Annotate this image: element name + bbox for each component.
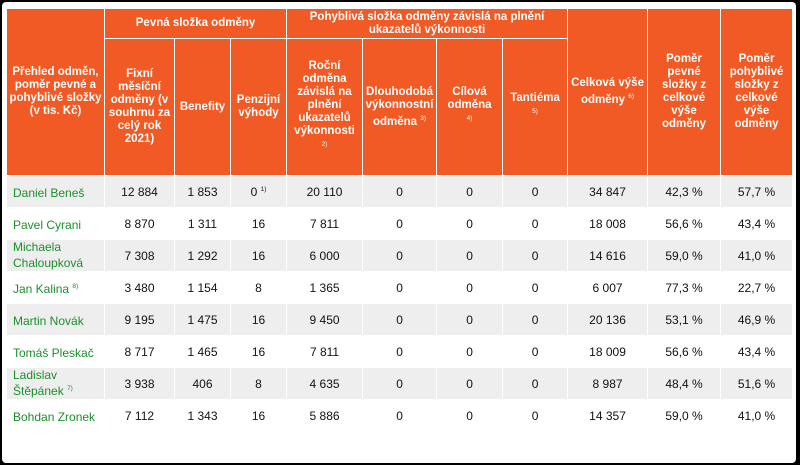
- header-variable-group: Pohyblivá složka odměny závislá na plnění ukazatelů výkonnosti: [287, 9, 568, 39]
- benefits-cell: 1 292: [175, 240, 231, 272]
- ratio-variable-cell: 57,7 %: [721, 176, 793, 208]
- ratio-variable-cell: 41,0 %: [721, 240, 793, 272]
- target-cell: 0: [437, 240, 503, 272]
- table-row: [7, 400, 793, 432]
- person-name: Tomáš Pleskač: [7, 336, 105, 368]
- fixed-cell: 7 112: [105, 400, 175, 432]
- benefits-cell: 1 465: [175, 336, 231, 368]
- ratio-variable-cell: 22,7 %: [721, 272, 793, 304]
- header-benefits: Benefity: [175, 39, 231, 176]
- pension-cell: 8: [231, 368, 287, 400]
- benefits-cell: 1 343: [175, 400, 231, 432]
- benefits-cell: 1 853: [175, 176, 231, 208]
- header-total: Celková výše odměny $^{6)}$: [568, 9, 648, 176]
- total-cell: 18 008: [568, 208, 648, 240]
- benefits-cell: 1 154: [175, 272, 231, 304]
- target-cell: 0: [437, 208, 503, 240]
- ratio-fixed-cell: 56,6 %: [648, 208, 721, 240]
- pension-cell: 16: [231, 304, 287, 336]
- fixed-cell: 8 717: [105, 336, 175, 368]
- benefits-cell: 1 475: [175, 304, 231, 336]
- annual-cell: 1 365: [287, 272, 363, 304]
- ratio-variable-cell: 43,4 %: [721, 336, 793, 368]
- total-cell: 18 009: [568, 336, 648, 368]
- fixed-cell: 8 870: [105, 208, 175, 240]
- target-cell: 0: [437, 336, 503, 368]
- tantiema-cell: 0: [503, 240, 568, 272]
- ratio-variable-cell: 41,0 %: [721, 400, 793, 432]
- ratio-fixed-cell: 59,0 %: [648, 400, 721, 432]
- total-cell: 20 136: [568, 304, 648, 336]
- tantiema-cell: 0: [503, 400, 568, 432]
- target-cell: 0: [437, 368, 503, 400]
- table-row: [7, 176, 793, 208]
- header-overview: Přehled odměn, poměr pevné a pohyblivé složky (v tis. Kč): [7, 9, 105, 176]
- header-annual: Roční odměna závislá na plnění ukazatelů výkonnosti $^{2)}$: [287, 39, 363, 176]
- ratio-fixed-cell: 53,1 %: [648, 304, 721, 336]
- tantiema-cell: 0: [503, 304, 568, 336]
- benefits-cell: 1 311: [175, 208, 231, 240]
- total-cell: 34 847: [568, 176, 648, 208]
- remuneration-table-frame: [2, 2, 796, 463]
- fixed-cell: 12 884: [105, 176, 175, 208]
- longterm-cell: 0: [363, 240, 437, 272]
- person-name: Daniel Beneš: [7, 176, 105, 208]
- ratio-variable-cell: 46,9 %: [721, 304, 793, 336]
- header-pension: Penzijní výhody: [231, 39, 287, 176]
- tantiema-cell: 0: [503, 176, 568, 208]
- benefits-cell: 406: [175, 368, 231, 400]
- annual-cell: 9 450: [287, 304, 363, 336]
- annual-cell: 7 811: [287, 336, 363, 368]
- fixed-cell: 3 938: [105, 368, 175, 400]
- tantiema-cell: 0: [503, 208, 568, 240]
- ratio-variable-cell: 43,4 %: [721, 208, 793, 240]
- header-ratio-fixed: Poměr pevné složky z celkové výše odměny: [648, 9, 721, 176]
- person-name: Pavel Cyrani: [7, 208, 105, 240]
- remuneration-table: [6, 8, 793, 432]
- longterm-cell: 0: [363, 400, 437, 432]
- longterm-cell: 0: [363, 208, 437, 240]
- person-name: Michaela Chaloupková: [7, 240, 105, 272]
- fixed-cell: 7 308: [105, 240, 175, 272]
- ratio-fixed-cell: 48,4 %: [648, 368, 721, 400]
- ratio-variable-cell: 51,6 %: [721, 368, 793, 400]
- person-name: Ladislav Štěpánek $^{7)}$: [7, 368, 105, 400]
- ratio-fixed-cell: 42,3 %: [648, 176, 721, 208]
- annual-cell: 6 000: [287, 240, 363, 272]
- total-cell: 6 007: [568, 272, 648, 304]
- header-fixed-group: Pevná složka odměny: [105, 9, 287, 39]
- person-name: Martin Novák: [7, 304, 105, 336]
- header-ratio-variable: Poměr pohyblivé složky z celkové výše odměny: [721, 9, 793, 176]
- table-row: [7, 208, 793, 240]
- longterm-cell: 0: [363, 272, 437, 304]
- target-cell: 0: [437, 176, 503, 208]
- table-row: [7, 336, 793, 368]
- table-row: [7, 272, 793, 304]
- fixed-cell: 3 480: [105, 272, 175, 304]
- annual-cell: 5 886: [287, 400, 363, 432]
- pension-cell: 8: [231, 272, 287, 304]
- pension-cell: 16: [231, 336, 287, 368]
- longterm-cell: 0: [363, 368, 437, 400]
- header-fixed-pay: Fixní měsíční odměny (v souhrnu za celý rok 2021): [105, 39, 175, 176]
- header-target: Cílová odměna $^{4)}$: [437, 39, 503, 176]
- table-row: [7, 368, 793, 400]
- person-name: Jan Kalina $^{8)}$: [7, 272, 105, 304]
- ratio-fixed-cell: 59,0 %: [648, 240, 721, 272]
- tantiema-cell: 0: [503, 272, 568, 304]
- header-tantiema: Tantiéma $^{5)}$: [503, 39, 568, 176]
- person-name: Bohdan Zronek: [7, 400, 105, 432]
- annual-cell: 4 635: [287, 368, 363, 400]
- target-cell: 0: [437, 304, 503, 336]
- annual-cell: 20 110: [287, 176, 363, 208]
- ratio-fixed-cell: 77,3 %: [648, 272, 721, 304]
- table-row: [7, 240, 793, 272]
- tantiema-cell: 0: [503, 336, 568, 368]
- longterm-cell: 0: [363, 336, 437, 368]
- header-longterm: Dlouhodobá výkonnostní odměna $^{3)}$: [363, 39, 437, 176]
- longterm-cell: 0: [363, 304, 437, 336]
- tantiema-cell: 0: [503, 368, 568, 400]
- table-row: [7, 304, 793, 336]
- total-cell: 14 357: [568, 400, 648, 432]
- total-cell: 8 987: [568, 368, 648, 400]
- fixed-cell: 9 195: [105, 304, 175, 336]
- pension-cell: 16: [231, 208, 287, 240]
- pension-cell: 16: [231, 240, 287, 272]
- annual-cell: 7 811: [287, 208, 363, 240]
- pension-cell: 16: [231, 400, 287, 432]
- target-cell: 0: [437, 272, 503, 304]
- target-cell: 0: [437, 400, 503, 432]
- pension-cell: 0 $^{1)}$: [231, 176, 287, 208]
- longterm-cell: 0: [363, 176, 437, 208]
- total-cell: 14 616: [568, 240, 648, 272]
- ratio-fixed-cell: 56,6 %: [648, 336, 721, 368]
